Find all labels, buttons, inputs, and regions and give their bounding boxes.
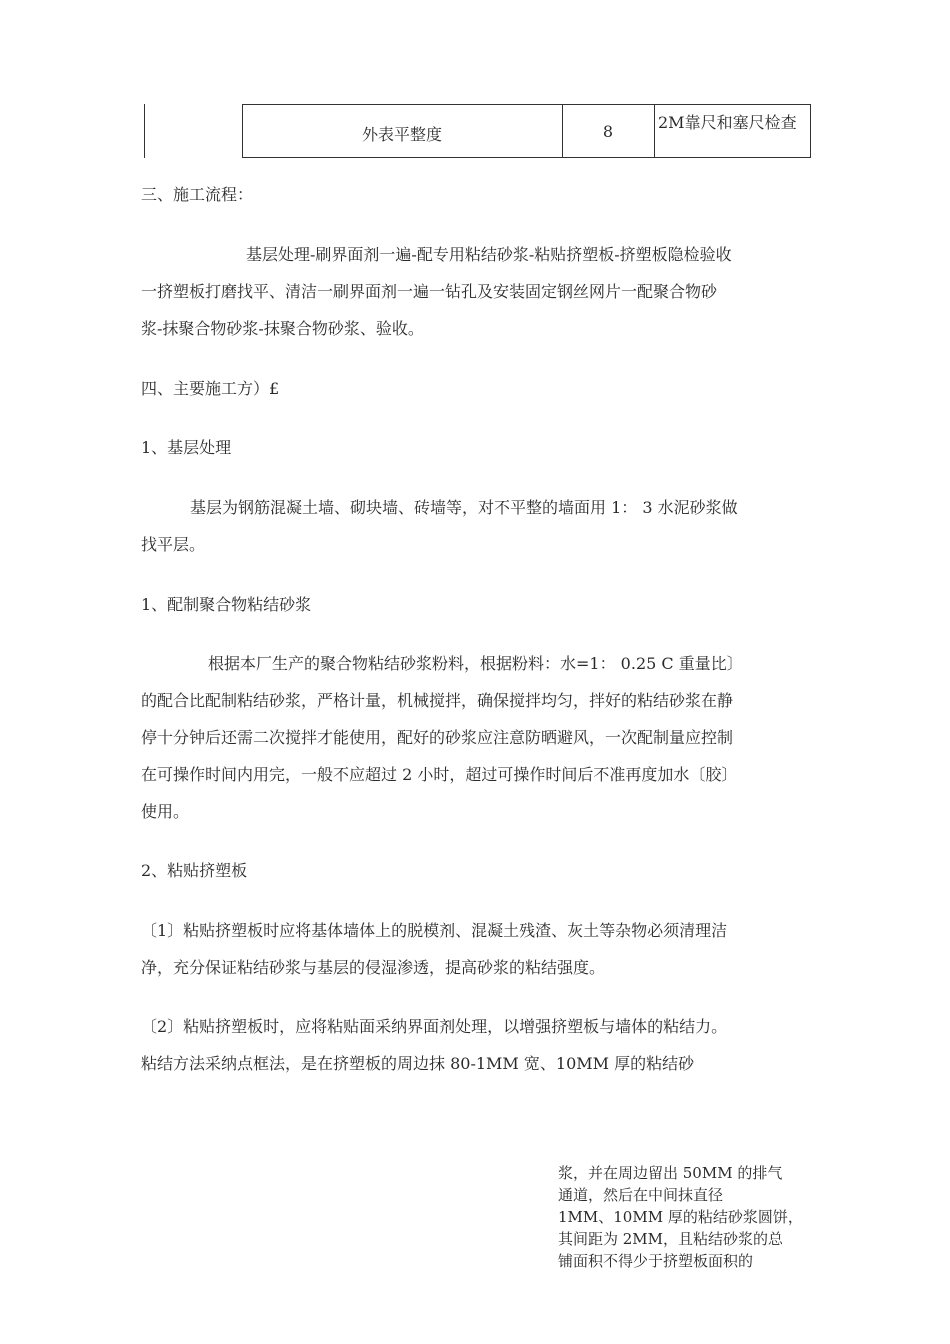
sub1-line2: 找平层。 xyxy=(141,535,206,554)
sub1b-heading: 1、配制聚合物粘结砂浆 xyxy=(141,595,312,614)
section4-heading: 四、主要施工方）£ xyxy=(141,379,280,398)
continuation-line2: 通道，然后在中间抹直径 xyxy=(558,1186,724,1204)
sub2-item1-line2: 净，充分保证粘结砂浆与基层的侵湿渗透，提高砂浆的粘结强度。 xyxy=(141,958,606,977)
sub1b-line5: 使用。 xyxy=(141,802,190,821)
table-cell-item: 外表平整度 xyxy=(361,125,442,144)
section3-line3: 浆-抹聚合物砂浆-抹聚合物砂浆、验收。 xyxy=(141,319,424,338)
sub1b-line4: 在可操作时间内用完，一般不应超过 2 小时，超过可操作时间后不准再度加水〔胶〕 xyxy=(141,765,738,784)
table-border-col3 xyxy=(654,104,655,158)
sub2-item2-line2: 粘结方法采纳点框法，是在挤塑板的周边抹 80-1MM 宽、10MM 厚的粘结砂 xyxy=(141,1054,695,1073)
sub2-item2-line1: 〔2〕粘贴挤塑板时，应将粘贴面采纳界面剂处理，以增强挤塑板与墙体的粘结力。 xyxy=(141,1017,728,1036)
sub1b-line2: 的配合比配制粘结砂浆，严格计量，机械搅拌，确保搅拌均匀，拌好的粘结砂浆在静 xyxy=(141,691,734,710)
table-border-right xyxy=(810,104,811,158)
section3-line2: 一挤塑板打磨找平、清洁一刷界面剂一遍一钻孔及安装固定钢丝网片一配聚合物砂 xyxy=(141,282,718,301)
continuation-line1: 浆，并在周边留出 50MM 的排气 xyxy=(558,1164,783,1182)
table-cell-value: 8 xyxy=(602,122,614,141)
table-cell-method: 2M靠尺和塞尺检查 xyxy=(658,113,797,132)
table-border-left xyxy=(144,104,145,158)
table-border-bottom xyxy=(242,157,811,158)
sub1-line1: 基层为钢筋混凝土墙、砌块墙、砖墙等，对不平整的墙面用 1： 3 水泥砂浆做 xyxy=(190,498,738,517)
continuation-line5: 铺面积不得少于挤塑板面积的 xyxy=(558,1252,754,1270)
sub1-heading: 1、基层处理 xyxy=(141,438,232,457)
sub2-item1-line1: 〔1〕粘贴挤塑板时应将基体墙体上的脱模剂、混凝土残渣、灰土等杂物必须清理洁 xyxy=(141,921,728,940)
section3-heading: 三、施工流程： xyxy=(141,185,254,204)
sub1b-line1: 根据本厂生产的聚合物粘结砂浆粉料，根据粉料：水=1： 0.25 C 重量比〕 xyxy=(208,654,743,673)
sub1b-line3: 停十分钟后还需二次搅拌才能使用，配好的砂浆应注意防晒避风，一次配制量应控制 xyxy=(141,728,734,747)
continuation-line3: 1MM、10MM 厚的粘结砂浆圆饼， xyxy=(558,1208,803,1226)
continuation-line4: 其间距为 2MM，且粘结砂浆的总 xyxy=(558,1230,784,1248)
sub2-heading: 2、粘贴挤塑板 xyxy=(141,861,248,880)
table-border-top xyxy=(242,104,811,105)
section3-line1: 基层处理-刷界面剂一遍-配专用粘结砂浆-粘贴挤塑板-挤塑板隐检验收 xyxy=(246,245,732,264)
